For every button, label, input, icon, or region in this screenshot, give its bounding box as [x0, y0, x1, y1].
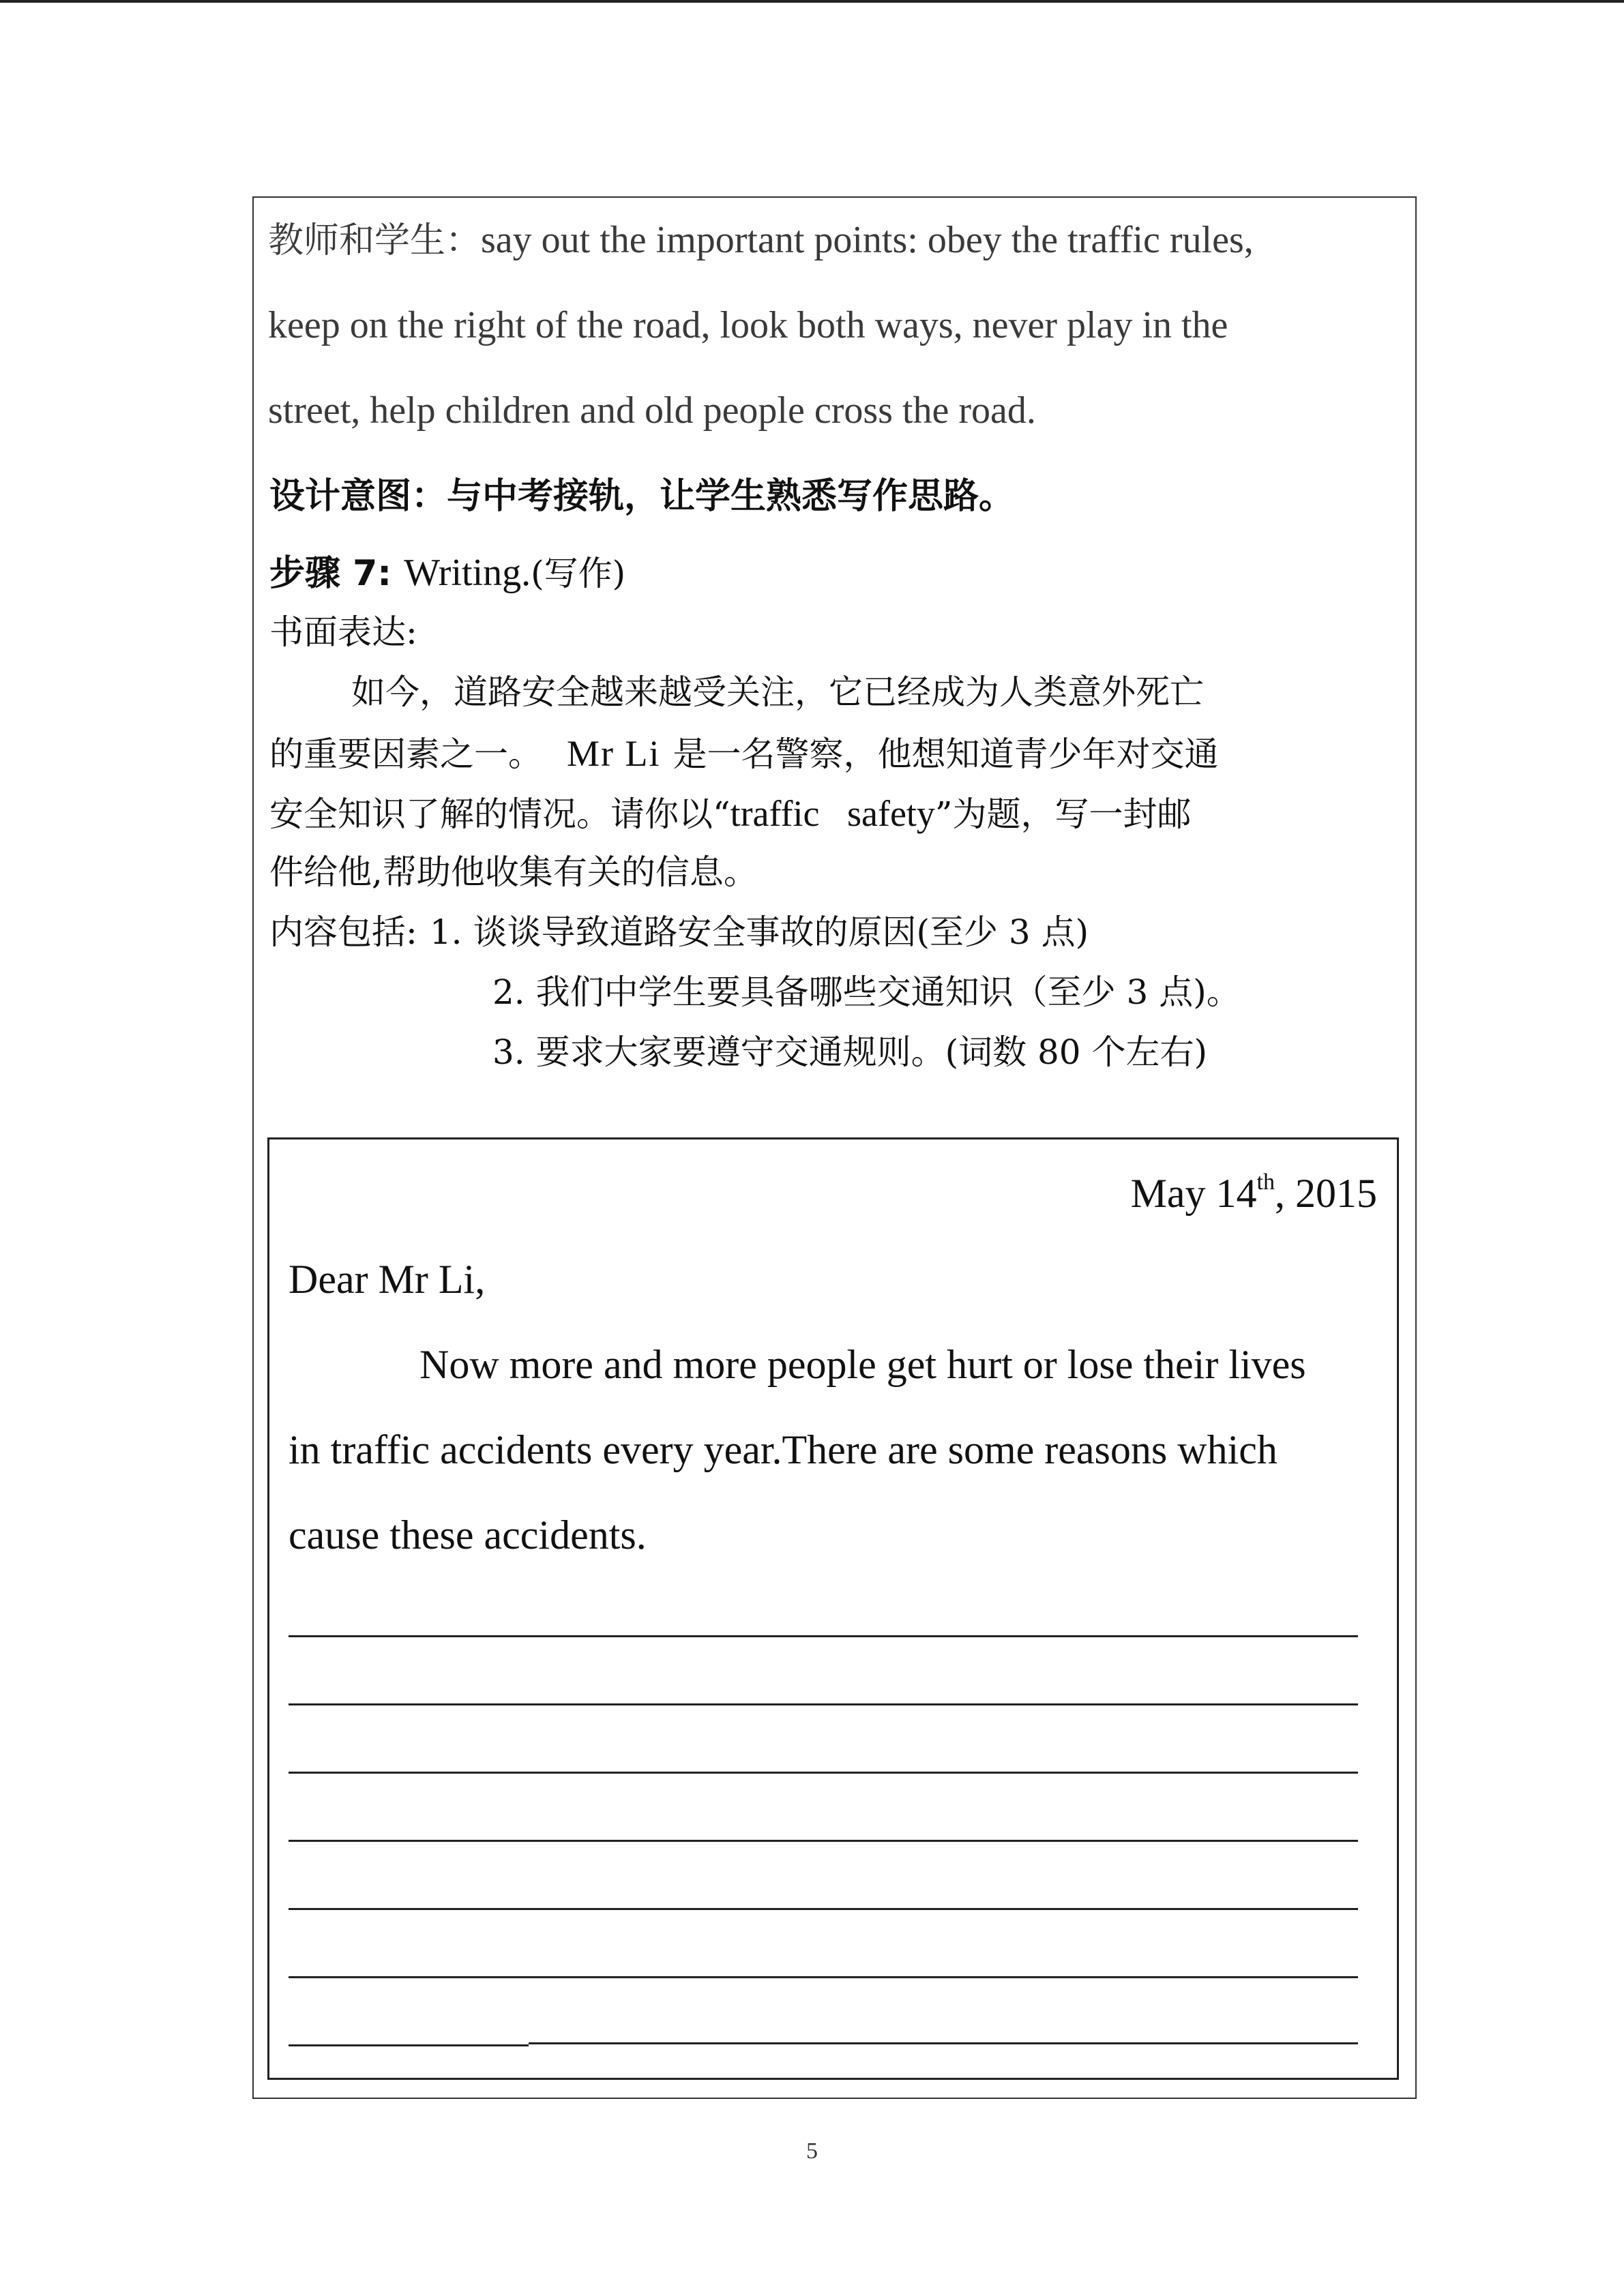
task-line-3-c: ”为题，写一封邮 [934, 794, 1192, 834]
content-point-1: 1. 谈谈导致道路安全事故的原因(至少 3 点) [429, 912, 1089, 952]
step-label: 步骤 7: [269, 553, 404, 594]
task-line-2-b: Mr Li [567, 733, 661, 774]
letter-body-line-2: in traffic accidents every year.There are some reasons which [289, 1427, 1278, 1472]
letter-body-line-3: cause these accidents. [289, 1512, 647, 1557]
writing-line [289, 1703, 1358, 1705]
intro-line-1 [268, 221, 1254, 259]
writing-line [289, 1840, 1358, 1842]
task-heading: 书面表达: [269, 612, 417, 652]
design-intent: 设计意图：与中考接轨，让学生熟悉写作思路。 [269, 476, 1015, 517]
task-line-2 [269, 735, 1219, 772]
letter-date-sup: th [1256, 1169, 1275, 1195]
letter-date-main: May 14 [1130, 1171, 1257, 1216]
writing-line [289, 1976, 1358, 1978]
writing-line-long [529, 2042, 1358, 2044]
page-number: 5 [806, 2138, 818, 2164]
letter-date-year: , 2015 [1275, 1171, 1377, 1216]
task-line-2-a: 的重要因素之一。 [269, 734, 542, 774]
task-line-1: 如今，道路安全越来越受关注，它已经成为人类意外死亡 [351, 672, 1204, 712]
task-line-4: 件给他,帮助他收集有关的信息。 [269, 852, 758, 892]
letter-date [1130, 1169, 1377, 1216]
step-title-cn: (写作) [531, 554, 626, 593]
task-line-3 [269, 795, 1191, 832]
intro-line-3: street, help children and old people cross the road. [268, 389, 1036, 432]
writing-line [289, 1908, 1358, 1910]
content-points-row-1 [269, 912, 1089, 952]
intro-line-2: keep on the right of the road, look both ways, never play in the [268, 304, 1228, 346]
step-title: Writing. [404, 552, 531, 594]
content-point-3: 3. 要求大家要遵守交通规则。(词数 80 个左右) [492, 1032, 1208, 1072]
intro-text-1: say out the important points: obey the traffic rules, [481, 219, 1254, 261]
task-line-2-c: 是一名警察，他想知道青少年对交通 [673, 734, 1219, 774]
task-line-3-a: 安全知识了解的情况。请你以“ [269, 794, 730, 834]
task-line-3-b: traffic safety [730, 793, 935, 834]
writing-line [289, 1772, 1358, 1774]
letter-body-line-1: Now more and more people get hurt or lose their lives [419, 1342, 1306, 1387]
writing-line-short [289, 2044, 529, 2046]
writing-line [289, 1635, 1358, 1637]
step-heading [269, 554, 625, 592]
page-top-rule [0, 0, 1624, 3]
content-point-2: 2. 我们中学生要具备哪些交通知识（至少 3 点)。 [492, 972, 1241, 1012]
content-label: 内容包括: [269, 912, 417, 952]
letter-greeting: Dear Mr Li, [289, 1257, 486, 1302]
intro-speaker: 教师和学生： [268, 220, 482, 261]
